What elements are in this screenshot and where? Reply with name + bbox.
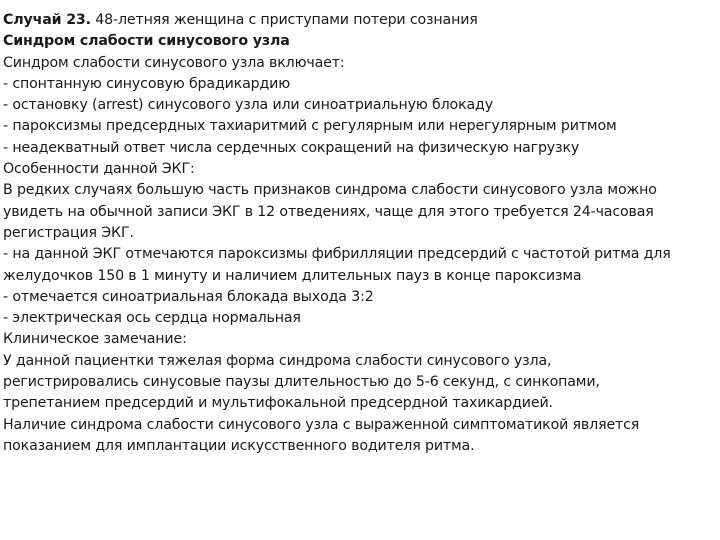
diagnosis-heading — [3, 31, 715, 52]
clinical-heading: Клиническое замечание: — [3, 331, 187, 348]
clinical-line: Наличие синдрома слабости синусового узла с выраженной симптоматикой является — [3, 416, 640, 433]
ecg-intro-line: регистрация ЭКГ. — [3, 224, 134, 241]
list-item: - остановку (arrest) синусового узла или синоатриальную блокаду — [3, 97, 493, 114]
includes-heading: Синдром слабости синусового узла включает: — [3, 54, 345, 71]
ecg-intro-line: В редких случаях большую часть признаков синдрома слабости синусового узла можно — [3, 182, 657, 199]
ecg-finding: - отмечается синоатриальная блокада выхода 3:2 — [3, 288, 374, 305]
clinical-line: У данной пациентки тяжелая форма синдрома слабости синусового узла, — [3, 352, 552, 369]
diagnosis-text: Синдром слабости синусового узла — [3, 33, 290, 50]
clinical-line: трепетанием предсердий и мультифокальной предсердной тахикардией. — [3, 395, 553, 412]
clinical-line: показанием для имплантации искусственного водителя ритма. — [3, 437, 475, 454]
ecg-finding: - электрическая ось сердца нормальная — [3, 310, 301, 327]
ecg-finding-line: желудочков 150 в 1 минуту и наличием длительных пауз в конце пароксизма — [3, 267, 582, 284]
case-number: Случай 23. — [3, 12, 91, 28]
ecg-finding-line: - на данной ЭКГ отмечаются пароксизмы фибрилляции предсердий с частотой ритма для — [3, 246, 671, 263]
case-subtitle: 48-летняя женщина с приступами потери сознания — [90, 12, 478, 28]
list-item: - спонтанную синусовую брадикардию — [3, 75, 291, 92]
list-item: - неадекватный ответ числа сердечных сокращений на физическую нагрузку — [3, 139, 580, 156]
ecg-heading: Особенности данной ЭКГ: — [3, 161, 195, 178]
slide-text — [3, 10, 715, 457]
clinical-line: регистрировались синусовые паузы длительностью до 5-6 секунд, с синкопами, — [3, 374, 600, 391]
list-item: - пароксизмы предсердных тахиаритмий с регулярным или нерегулярным ритмом — [3, 118, 617, 135]
case-title — [3, 10, 715, 31]
ecg-intro-line: увидеть на обычной записи ЭКГ в 12 отведениях, чаще для этого требуется 24-часовая — [3, 203, 654, 220]
